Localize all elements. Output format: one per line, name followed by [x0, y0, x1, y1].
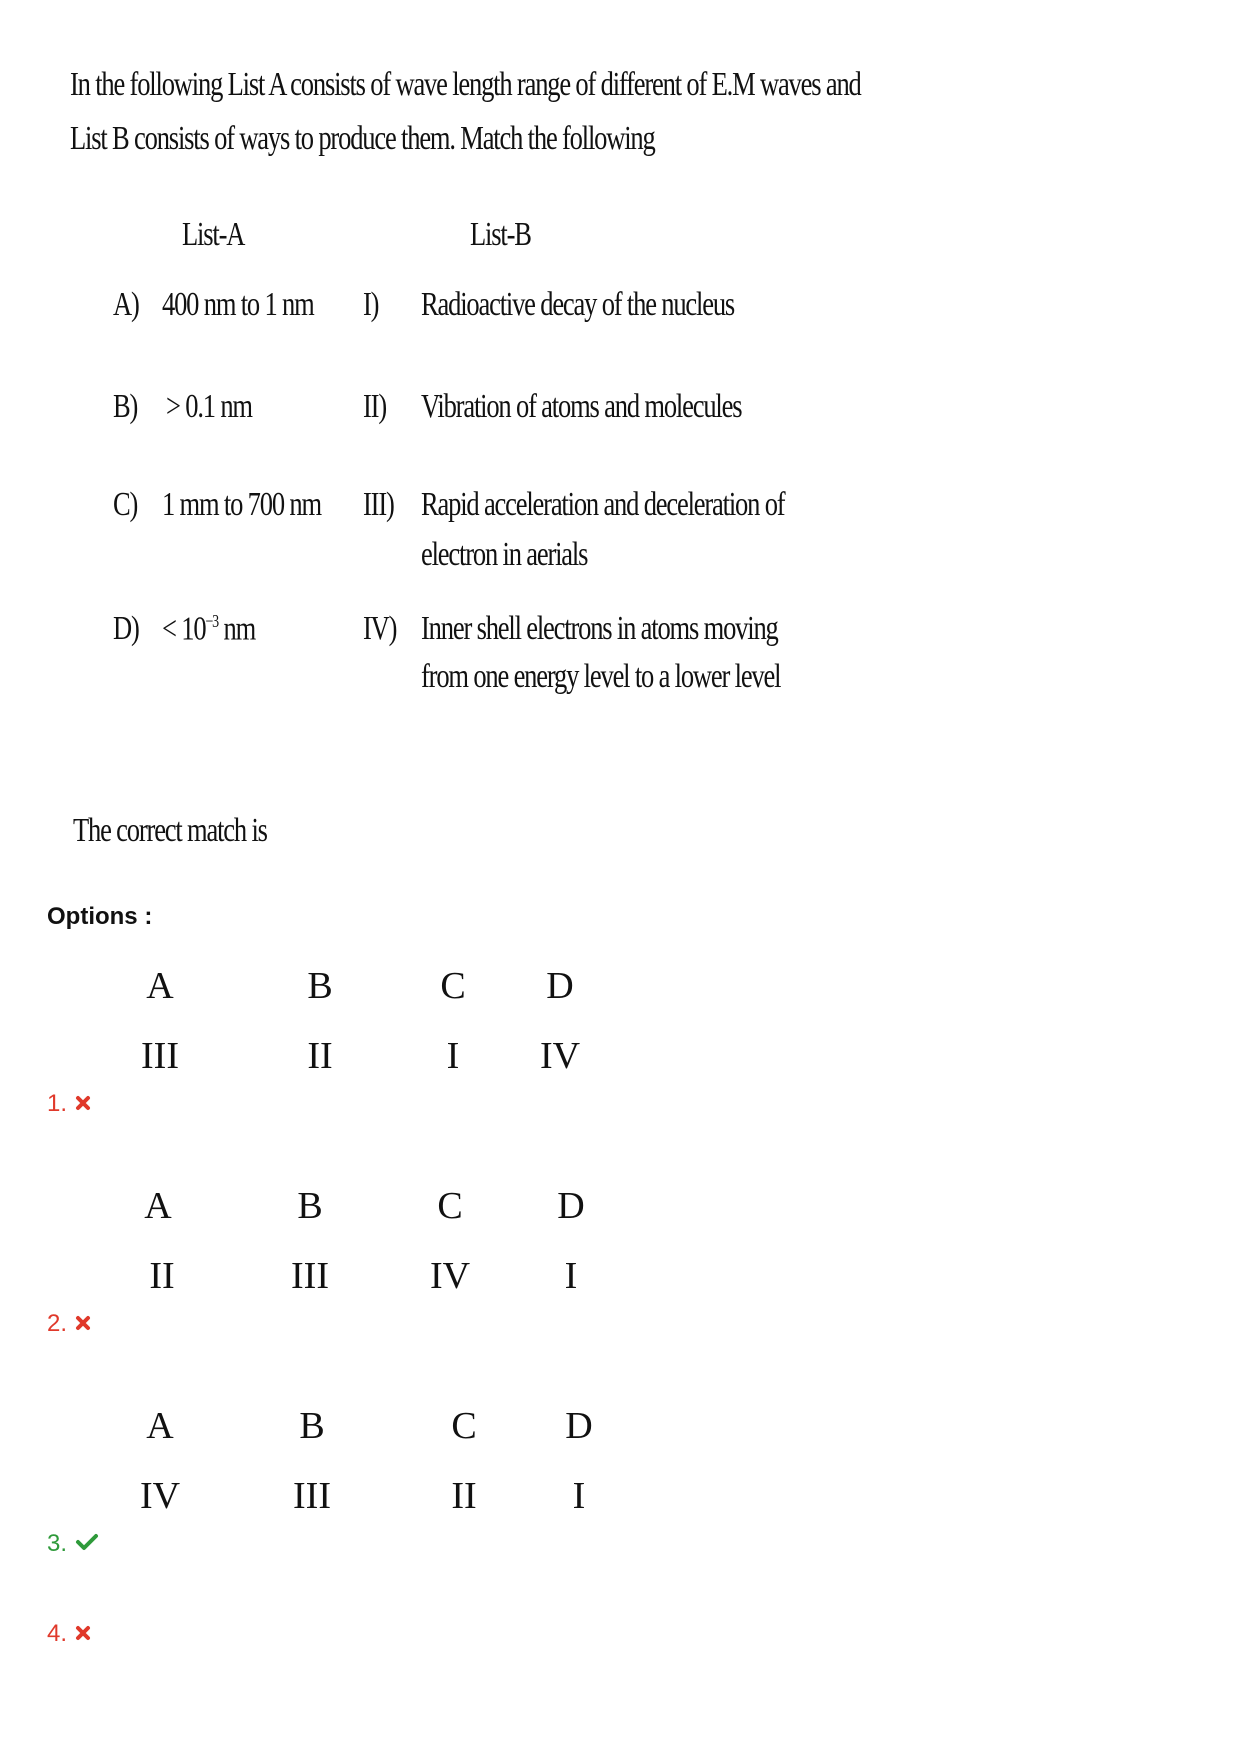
list-a-heading: List-A [182, 216, 245, 253]
cross-icon [75, 1090, 91, 1118]
question-prompt: The correct match is [73, 812, 267, 849]
check-icon [75, 1530, 99, 1558]
row-iii-text-line2: electron in aerials [421, 536, 588, 573]
option-2-value-a: II [149, 1255, 175, 1297]
row-c-value: 1 mm to 700 nm [162, 486, 321, 523]
option-2-number: 2. [47, 1310, 91, 1338]
row-a-key: A) [113, 286, 139, 323]
option-2[interactable] [0, 1175, 1240, 1355]
question-line-2: List B consists of ways to produce them. Match the following [70, 120, 655, 157]
row-iv-text-line2: from one energy level to a lower level [421, 658, 781, 695]
option-3-value-b: III [293, 1475, 331, 1517]
option-1[interactable] [0, 955, 1240, 1135]
option-2-header-b: B [297, 1185, 323, 1227]
options-label: Options : [47, 903, 153, 930]
row-iii-key: III) [363, 486, 394, 523]
option-2-value-d: I [564, 1255, 578, 1297]
option-2-value-c: IV [429, 1255, 471, 1297]
option-2-value-b: III [291, 1255, 329, 1297]
option-2-header-c: C [437, 1185, 463, 1227]
question-line-1: In the following List A consists of wave length range of different of E.M waves and [70, 66, 861, 103]
option-1-header-a: A [146, 965, 174, 1007]
option-1-header-d: D [546, 965, 574, 1007]
option-3-value-c: II [451, 1475, 477, 1517]
option-1-value-d: IV [539, 1035, 581, 1077]
option-3-header-d: D [565, 1405, 593, 1447]
option-1-value-a: III [141, 1035, 179, 1077]
row-d-key: D) [113, 610, 139, 647]
row-b-value: > 0.1 nm [166, 388, 252, 425]
option-3-value-d: I [572, 1475, 586, 1517]
row-iv-text-line1: Inner shell electrons in atoms moving [421, 610, 778, 647]
list-b-heading: List-B [470, 216, 531, 253]
option-1-header-b: B [307, 965, 333, 1007]
option-2-header-d: D [557, 1185, 585, 1227]
row-b-key: B) [113, 388, 138, 425]
option-4[interactable] [0, 1620, 1240, 1660]
option-3-value-a: IV [139, 1475, 181, 1517]
option-1-value-c: I [446, 1035, 460, 1077]
row-iv-key: IV) [363, 610, 397, 647]
row-iii-text-line1: Rapid acceleration and deceleration of [421, 486, 785, 523]
option-1-number: 1. [47, 1090, 91, 1118]
option-4-number: 4. [47, 1620, 91, 1648]
row-i-key: I) [363, 286, 379, 323]
cross-icon [75, 1620, 91, 1648]
cross-icon [75, 1310, 91, 1338]
option-1-header-c: C [440, 965, 466, 1007]
row-ii-key: II) [363, 388, 386, 425]
option-3-header-a: A [146, 1405, 174, 1447]
row-c-key: C) [113, 486, 138, 523]
option-3-header-c: C [451, 1405, 477, 1447]
row-i-text: Radioactive decay of the nucleus [421, 286, 735, 323]
option-3-header-b: B [299, 1405, 325, 1447]
option-1-value-b: II [307, 1035, 333, 1077]
option-3-number: 3. [47, 1530, 99, 1558]
row-ii-text: Vibration of atoms and molecules [421, 388, 742, 425]
row-a-value: 400 nm to 1 nm [162, 286, 314, 323]
option-3[interactable] [0, 1395, 1240, 1575]
option-2-header-a: A [144, 1185, 172, 1227]
row-d-value: < $10^{-3}$ nm [162, 610, 256, 648]
